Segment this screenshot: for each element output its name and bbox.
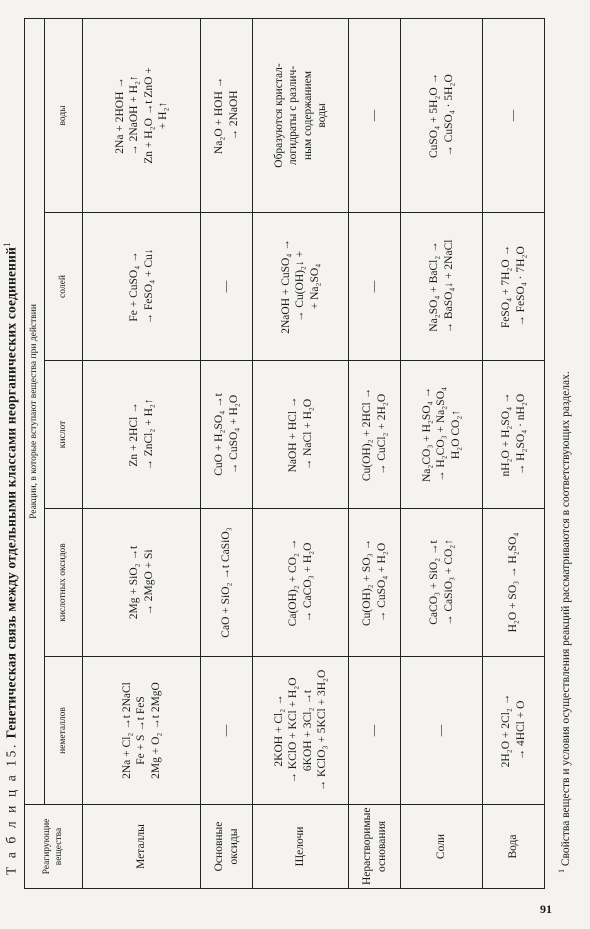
reaction-line: 2Mg + O₂ →t 2MgO (149, 682, 162, 779)
reaction-line: Образуются кристал- (273, 63, 286, 168)
reaction-line: → FeSO₄ + Cu↓ (142, 248, 155, 325)
reaction-line: 2Na + 2HOH → (114, 77, 127, 154)
table-row (483, 18, 545, 888)
reaction-line: 2H₂O + 2Cl₂ → (500, 693, 513, 768)
reaction-line: CaO + SiO₂ →t CaSiO₃ (220, 527, 233, 638)
reaction-line: → H₂CO₃ + Na₂SO₄ (435, 386, 448, 483)
reaction-line: — (220, 724, 233, 737)
reaction-cell (483, 213, 545, 361)
reaction-line: воды (315, 103, 328, 128)
reaction-cell (349, 509, 401, 657)
reaction-cell (401, 361, 483, 509)
column-header: воды (45, 18, 83, 212)
reaction-line: 2KOH + Cl₂ → (273, 694, 286, 767)
column-header: кислот (45, 361, 83, 509)
reaction-line: → CaCO₃ + H₂O (301, 542, 314, 623)
reaction-cell (83, 509, 201, 657)
reaction-line: → CuCl₂ + 2H₂O (375, 393, 388, 476)
reaction-line: NaOH + HCl → (287, 396, 300, 473)
reaction-line: — (435, 724, 448, 737)
reaction-line: Na₂O + HOH → (213, 76, 226, 155)
reaction-line: → CaSiO₃ + CO₂↑ (442, 538, 455, 627)
reaction-line: Zn + H₂O →t ZnO + (142, 67, 155, 164)
reaction-cell (483, 657, 545, 805)
table-row (83, 18, 201, 888)
table-row (349, 18, 401, 888)
title-footnote-marker: 1 (2, 242, 12, 247)
row-label: Соли (401, 805, 483, 889)
reaction-line: H₂O + SO₃ → H₂SO₄ (507, 532, 520, 633)
row-label: Вода (483, 805, 545, 889)
reaction-line: → 2MgO + Si (142, 549, 155, 616)
table-row (201, 18, 253, 888)
reaction-cell (201, 657, 253, 805)
reaction-line: CaCO₃ + SiO₂ →t (428, 540, 441, 625)
reaction-line: → NaCl + H₂O (301, 398, 314, 471)
reaction-line: → KClO + KCl + H₂O (287, 677, 300, 784)
reaction-cell (253, 509, 349, 657)
reaction-line: → 2NaOH + H₂↑ (128, 75, 141, 156)
reaction-cell (349, 657, 401, 805)
reaction-line: → CuSO₄ · 5H₂O (442, 74, 455, 157)
table-row (253, 18, 349, 888)
reaction-line: FeSO₄ + 7H₂O → (500, 244, 513, 329)
reaction-line: + Na₂SO₄ (308, 263, 321, 310)
reaction-line: → 4HCl + O (514, 700, 527, 761)
reaction-line: → ZnCl₂ + H₂↑ (142, 398, 155, 471)
reaction-line: CuO + H₂SO₄ →t (213, 393, 226, 476)
reaction-line: Fe + CuSO₄ → (128, 251, 141, 322)
reaction-line: CuSO₄ + 5H₂O → (428, 72, 441, 159)
reaction-line: → CuSO₄ + H₂O (375, 542, 388, 623)
reaction-cell (349, 213, 401, 361)
column-header: кислотных оксидов (45, 509, 83, 657)
reaction-line: Ca(OH)₂ + CO₂ → (287, 538, 300, 627)
reaction-line: → CuSO₄ + H₂O (227, 394, 240, 475)
table-row (401, 18, 483, 888)
reaction-line: Zn + 2HCl → (128, 402, 141, 467)
reaction-line: nH₂O + H₂SO₄ → (500, 392, 513, 477)
reaction-cell (201, 18, 253, 212)
reaction-line: 6KOH + 3Cl₂ →t (301, 689, 314, 772)
reaction-line: — (368, 109, 381, 122)
reaction-cell (253, 213, 349, 361)
reaction-line: 2Na + Cl₂ →t 2NaCl (121, 682, 134, 779)
footnote-marker: 1 (557, 869, 566, 873)
reaction-line: → FeSO₄ · 7H₂O (514, 246, 527, 327)
reaction-line: Cu(OH)₂ + SO₃ → (361, 538, 374, 627)
reaction-line: 2NaOH + CuSO₄ → (280, 239, 293, 334)
row-label: Основные оксиды (201, 805, 253, 889)
reaction-cell (253, 18, 349, 212)
reaction-line: логидраты с различ- (287, 65, 300, 166)
page-number: 91 (540, 902, 552, 916)
reaction-line: ным содержанием (301, 70, 314, 160)
reaction-cell (401, 18, 483, 212)
reaction-line: → BaSO₄↓ + 2NaCl (442, 239, 455, 334)
reaction-cell (483, 361, 545, 509)
reaction-line: — (368, 280, 381, 293)
reaction-cell (401, 213, 483, 361)
column-header: солей (45, 213, 83, 361)
reaction-line: → H₂SO₄ · nH₂O (514, 393, 527, 476)
row-label: Металлы (83, 805, 201, 889)
reaction-cell (83, 213, 201, 361)
reaction-line: Fe + S →t FeS (135, 696, 148, 765)
footnote-text: Свойства веществ и условия осуществления реакций рассматриваются в соответствующих разделах. (559, 371, 572, 867)
reaction-cell (483, 509, 545, 657)
reaction-cell (253, 361, 349, 509)
row-label: Нерастворимые основания (349, 805, 401, 889)
table-title-text: Генетическая связь между отдельными классами неорганических соединений (3, 246, 19, 739)
footnote (557, 13, 572, 873)
reaction-line: Na₂CO₃ + H₂SO₄ → (421, 386, 434, 483)
row-label: Щелочи (253, 805, 349, 889)
reaction-cell (253, 657, 349, 805)
table-title (2, 15, 20, 875)
reactions-table (24, 18, 545, 889)
reaction-line: Cu(OH)₂ + 2HCl → (361, 387, 374, 482)
reaction-cell (349, 18, 401, 212)
reaction-cell (401, 657, 483, 805)
reaction-cell (201, 361, 253, 509)
reaction-cell (83, 18, 201, 212)
reaction-cell (401, 509, 483, 657)
reaction-cell (349, 361, 401, 509)
reaction-cell (201, 213, 253, 361)
column-header: неметаллов (45, 657, 83, 805)
reaction-line: H₂O CO₂↑ (449, 409, 462, 460)
reaction-line: 2Mg + SiO₂ →t (128, 545, 141, 620)
reaction-line: + H₂↑ (156, 101, 169, 130)
reaction-line: — (507, 109, 520, 122)
reaction-cell (83, 361, 201, 509)
reaction-line: → 2NaOH (227, 90, 240, 141)
reaction-cell (83, 657, 201, 805)
table-title-prefix: Т а б л и ц а 15. (3, 742, 19, 875)
reaction-line: — (220, 280, 233, 293)
reaction-line: — (368, 724, 381, 737)
reaction-line: → KClO₃ + 5KCl + 3H₂O (315, 669, 328, 792)
reaction-line: → Cu(OH)₂↓ + (294, 250, 307, 323)
header-group: Реакции, в которые вступают вещества при действии (25, 18, 45, 804)
reaction-cell (201, 509, 253, 657)
header-reactants: Реагирующие вещества (25, 805, 83, 889)
reaction-cell (483, 18, 545, 212)
reaction-line: Na₂SO₄ + BaCl₂ → (428, 241, 441, 332)
